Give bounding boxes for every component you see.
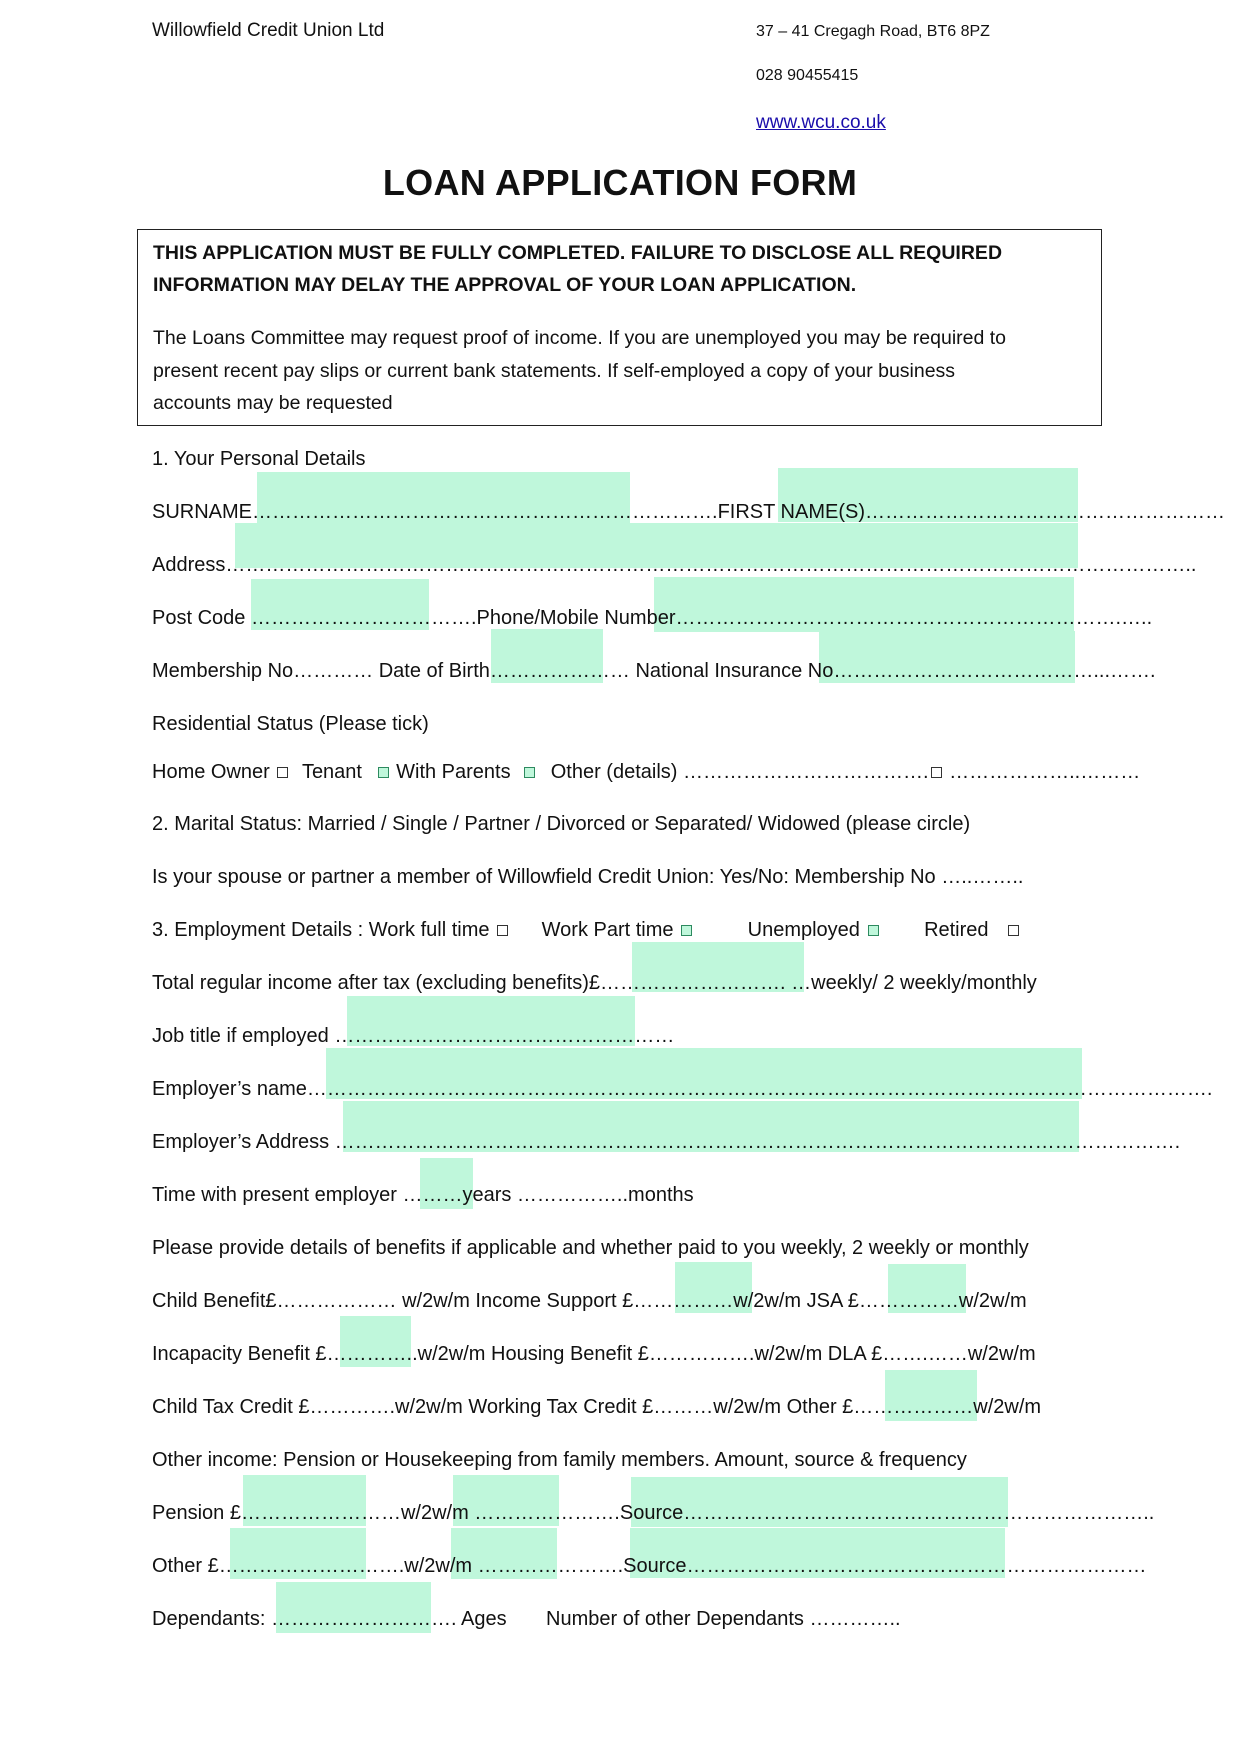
notice-line-1: THIS APPLICATION MUST BE FULLY COMPLETED. FAILURE TO DISCLOSE ALL REQUIRED bbox=[153, 242, 1003, 264]
tenant-checkbox[interactable] bbox=[378, 767, 389, 778]
employer-name-label: Employer’s name………………………………………………………………………………………………………………………. bbox=[152, 1078, 1213, 1100]
other-checkbox[interactable] bbox=[931, 767, 942, 778]
work-part-time-checkbox[interactable] bbox=[681, 925, 692, 936]
income-label: Total regular income after tax (excluding benefits)£………………………. …weekly/ 2 weekly/monthly bbox=[152, 972, 1037, 994]
notice-body-2: present recent pay slips or current bank statements. If self-employed a copy of your business bbox=[153, 360, 956, 382]
membership-label: Membership No………… Date of Birth………………… National Insurance No…………………………………...……. bbox=[152, 660, 1156, 682]
work-full-time-label: 3. Employment Details : Work full time bbox=[152, 919, 490, 941]
marital-status-line: 2. Marital Status: Married / Single / Partner / Divorced or Separated/ Widowed (please circle) bbox=[152, 813, 971, 835]
pension-label: Pension £……………………w/2w/m ………………….Source…………………………………………………………….. bbox=[152, 1502, 1155, 1524]
dependants-label: Dependants: ………………………. Ages bbox=[152, 1608, 507, 1630]
other-details-label: Other (details) ………………………………. bbox=[550, 761, 929, 783]
employer-address-label: Employer’s Address ………………………………………………………………………………………………………………. bbox=[152, 1131, 1181, 1153]
residential-status-row bbox=[152, 761, 1140, 784]
spouse-membership-line: Is your spouse or partner a member of Willowfield Credit Union: Yes/No: Membership No …..…….. bbox=[152, 866, 1024, 888]
with-parents-label: With Parents bbox=[396, 761, 511, 783]
retired-checkbox[interactable] bbox=[1008, 925, 1019, 936]
surname-label: SURNAME…………………………………………………………….FIRST NAME(S)……………………………………………… bbox=[152, 501, 1225, 523]
unemployed-label: Unemployed bbox=[747, 919, 860, 941]
org-name: Willowfield Credit Union Ltd bbox=[152, 20, 385, 41]
benefits-row-1: Child Benefit£……………… w/2w/m Income Support £……………w/2w/m JSA £……………w/2w/m bbox=[152, 1290, 1027, 1312]
benefits-intro: Please provide details of benefits if applicable and whether paid to you weekly, 2 weekly or monthly bbox=[152, 1237, 1029, 1259]
with-parents-checkbox[interactable] bbox=[524, 767, 535, 778]
org-phone: 028 90455415 bbox=[756, 67, 859, 84]
work-full-time-checkbox[interactable] bbox=[497, 925, 508, 936]
benefits-row-2: Incapacity Benefit £…………..w/2w/m Housing Benefit £…………….w/2w/m DLA £…….……w/2w/m bbox=[152, 1343, 1036, 1365]
other-dependants-label: Number of other Dependants ………….. bbox=[546, 1608, 901, 1630]
notice-line-2: INFORMATION MAY DELAY THE APPROVAL OF YOUR LOAN APPLICATION. bbox=[153, 274, 857, 296]
section-1-heading: 1. Your Personal Details bbox=[152, 448, 366, 470]
address-label: Address……………………………………………………………………………………………………………………………….. bbox=[152, 554, 1197, 576]
org-website-link[interactable]: www.wcu.co.uk bbox=[756, 112, 886, 133]
residential-heading: Residential Status (Please tick) bbox=[152, 713, 429, 735]
page-title: LOAN APPLICATION FORM bbox=[382, 162, 858, 203]
job-title-label: Job title if employed …………………………………………… bbox=[152, 1025, 675, 1047]
home-owner-checkbox[interactable] bbox=[277, 767, 288, 778]
tenant-label: Tenant bbox=[301, 761, 362, 783]
other-details-trail: ………………..……… bbox=[949, 761, 1141, 783]
other-income-intro: Other income: Pension or Housekeeping from family members. Amount, source & frequency bbox=[152, 1449, 967, 1471]
other-income-label: Other £……………………….w/2w/m ………………….Source…………………………………………………………… bbox=[152, 1555, 1147, 1577]
work-part-time-label: Work Part time bbox=[541, 919, 674, 941]
retired-label: Retired bbox=[924, 919, 989, 941]
employment-status-row bbox=[152, 919, 1021, 942]
notice-body-3: accounts may be requested bbox=[153, 392, 393, 414]
org-address: 37 – 41 Cregagh Road, BT6 8PZ bbox=[756, 23, 990, 40]
benefits-row-3: Child Tax Credit £………….w/2w/m Working Tax Credit £………w/2w/m Other £………………w/2w/m bbox=[152, 1396, 1042, 1418]
unemployed-checkbox[interactable] bbox=[868, 925, 879, 936]
home-owner-label: Home Owner bbox=[152, 761, 270, 783]
notice-body-1: The Loans Committee may request proof of income. If you are unemployed you may be required to bbox=[153, 327, 1007, 349]
postcode-label: Post Code …………………………….Phone/Mobile Number………………………………………………………….….. bbox=[152, 607, 1153, 629]
time-with-employer-label: Time with present employer ………years ……………..months bbox=[152, 1184, 694, 1206]
